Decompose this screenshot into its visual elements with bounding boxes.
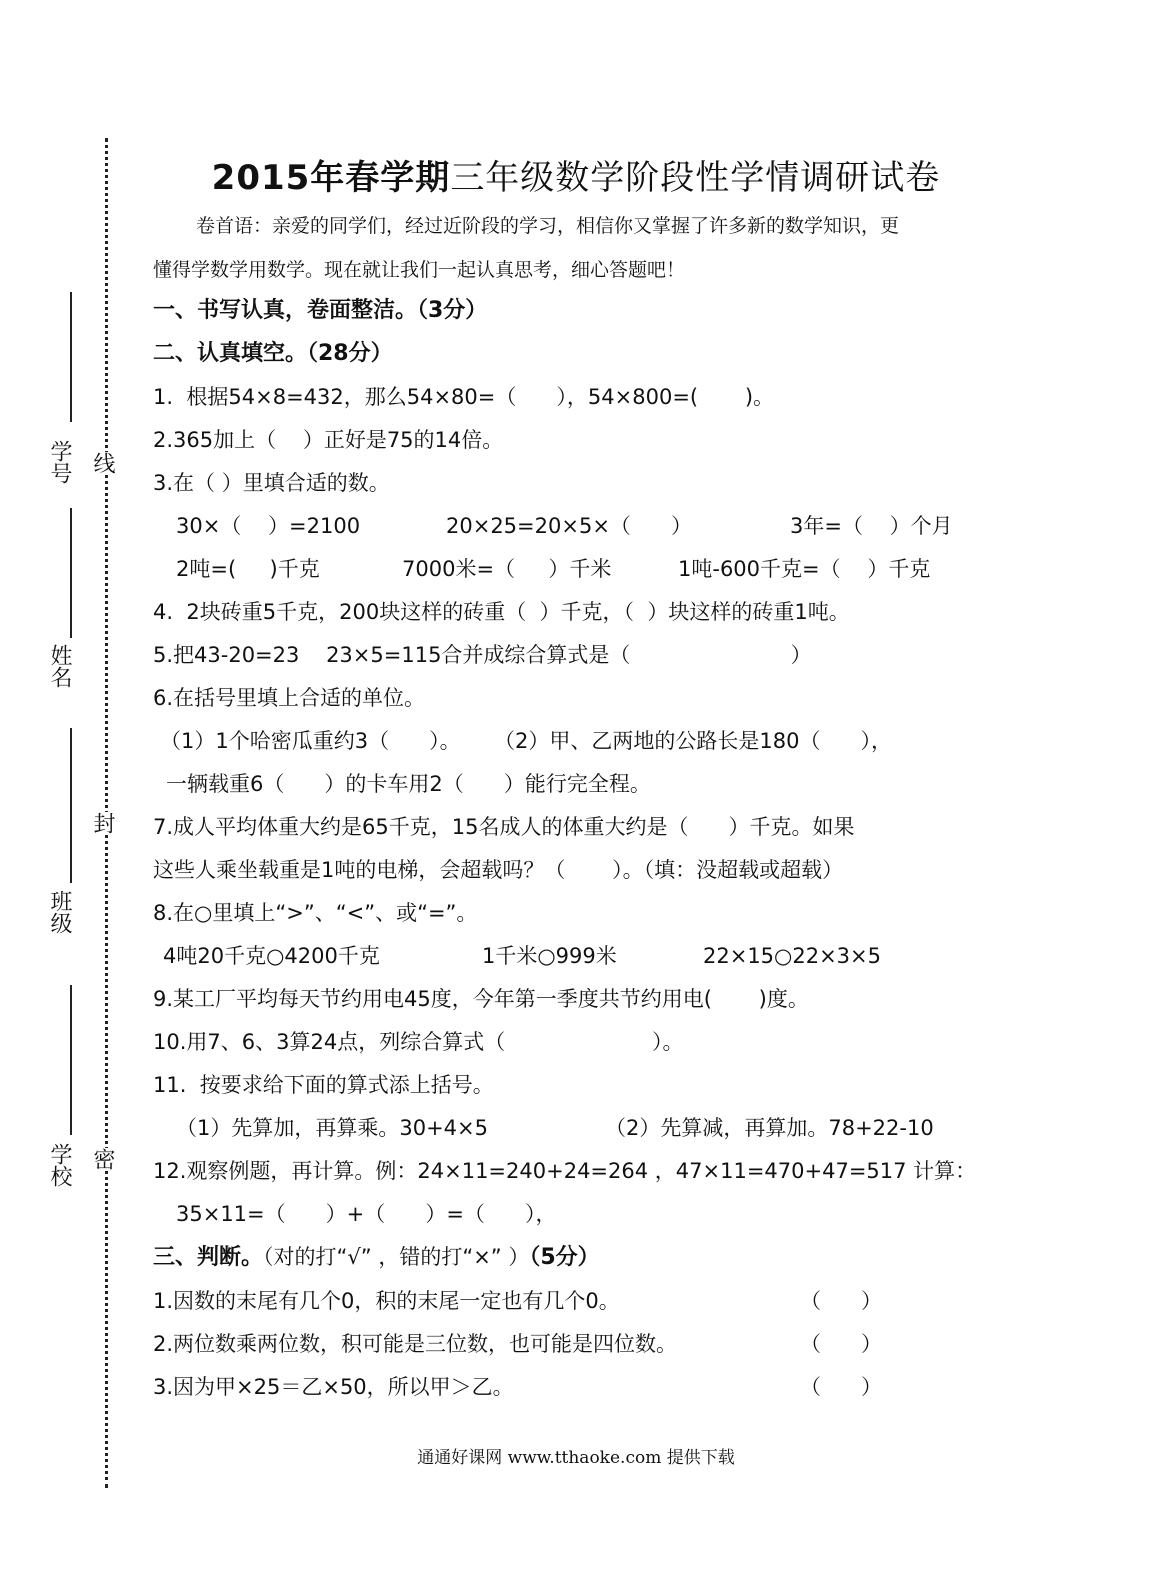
question-8-a: 4吨20千克○4200千克: [163, 944, 380, 968]
question-4: 4. 2块砖重5千克，200块这样的砖重（ ）千克，（ ）块这样的砖重1吨。: [153, 600, 850, 624]
question-10: 10.用7、6、3算24点，列综合算式（ ）。: [153, 1030, 684, 1054]
question-3-b: 20×25=20×5×（ ）: [446, 514, 692, 538]
judge-2: 2.两位数乘两位数，积可能是三位数，也可能是四位数。: [153, 1332, 678, 1356]
xingming-label: 姓名: [47, 644, 72, 688]
intro-line-2: 懂得学数学用数学。现在就让我们一起认真思考，细心答题吧！: [153, 259, 686, 281]
question-1: 1. 根据54×8=432，那么54×80=（ ），54×800=( )。: [153, 385, 775, 409]
question-7-line-2: 这些人乘坐载重是1吨的电梯，会超载吗？（ ）。（填：没超载或超载）: [153, 858, 844, 882]
footer-source: 通通好课网 www.tthaoke.com 提供下载: [417, 1448, 735, 1468]
question-3-d: 2吨=( )千克: [176, 557, 320, 581]
question-7-line-1: 7.成人平均体重大约是65千克，15名成人的体重大约是（ ）千克。如果: [153, 815, 855, 839]
section-3-heading: [153, 1242, 600, 1273]
question-9: 9.某工厂平均每天节约用电45度，今年第一季度共节约用电( )度。: [153, 987, 809, 1011]
page-title: [0, 150, 1152, 199]
intro-line-1: 卷首语：亲爱的同学们，经过近阶段的学习，相信你又掌握了许多新的数学知识，更: [196, 215, 900, 237]
section-3-instruction: （对的打“√” ，错的打“×” ）: [263, 1245, 530, 1269]
question-2: 2.365加上（ ）正好是75的14倍。: [153, 428, 504, 452]
title-subject: 三年级数学阶段性学情调研试卷: [450, 158, 941, 198]
section-3-title: 三、判断。: [153, 1245, 264, 1270]
judge-1: 1.因数的末尾有几个0，积的末尾一定也有几个0。: [153, 1289, 620, 1313]
banji-blank: [70, 728, 72, 883]
question-3: 3.在（ ）里填合适的数。: [153, 471, 390, 495]
question-3-f: 1吨-600千克=（ ）千克: [678, 557, 931, 581]
seal-char-xian: 线: [96, 452, 118, 474]
judge-2-blank: （ ）: [800, 1332, 883, 1356]
question-11-b: （2）先算减，再算加。78+22-10: [605, 1116, 934, 1140]
title-year: 2015年春学期: [211, 158, 451, 198]
question-11-a: （1）先算加，再算乘。30+4×5: [176, 1116, 488, 1140]
question-12: 12.观察例题，再计算。例：24×11=240+24=264 ，47×11=470+47=517 计算：: [153, 1159, 977, 1183]
question-8-c: 22×15○22×3×5: [703, 944, 881, 968]
question-6: 6.在括号里填上合适的单位。: [153, 686, 426, 710]
section-3-score: （5分）: [529, 1245, 600, 1270]
judge-3: 3.因为甲×25＝乙×50，所以甲＞乙。: [153, 1375, 514, 1399]
xuehao-label: 学号: [47, 440, 72, 484]
seal-char-mi: 密: [96, 1148, 118, 1170]
seal-char-feng: 封: [96, 812, 118, 834]
xuexiao-label: 学校: [47, 1143, 72, 1187]
question-12-a: 35×11=（ ）+（ ）=（ ），: [176, 1202, 557, 1226]
section-2-heading: 二、认真填空。（28分）: [153, 341, 393, 366]
question-6-a: （1）1个哈密瓜重约3（ ）。 （2）甲、乙两地的公路长是180（ ），: [160, 729, 893, 753]
judge-3-blank: （ ）: [800, 1375, 883, 1399]
question-8: 8.在○里填上“>”、“<”、或“=”。: [153, 901, 478, 925]
question-3-a: 30×（ ）=2100: [176, 514, 361, 538]
xuexiao-blank: [70, 985, 72, 1135]
xuehao-blank: [70, 292, 72, 422]
question-6-b: 一辆载重6（ ）的卡车用2（ ）能行完全程。: [166, 772, 651, 796]
question-3-e: 7000米=（ ）千米: [402, 557, 612, 581]
question-8-b: 1千米○999米: [482, 944, 617, 968]
judge-1-blank: （ ）: [800, 1289, 883, 1313]
xingming-blank: [70, 508, 72, 638]
question-5: 5.把43-20=23 23×5=115合并成综合算式是（ ）: [153, 643, 812, 667]
question-11: 11. 按要求给下面的算式添上括号。: [153, 1073, 494, 1097]
banji-label: 班级: [47, 890, 72, 934]
section-1-heading: 一、书写认真，卷面整洁。（3分）: [153, 298, 488, 323]
question-3-c: 3年=（ ）个月: [790, 514, 953, 538]
